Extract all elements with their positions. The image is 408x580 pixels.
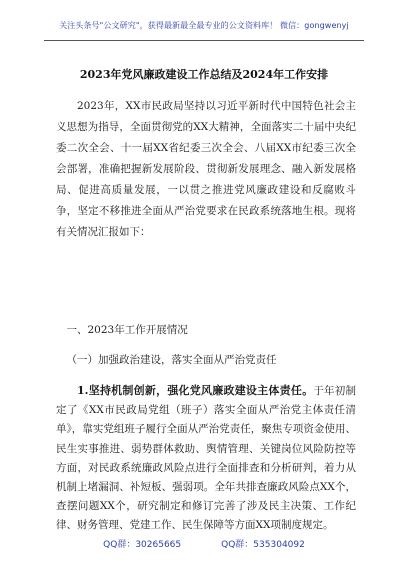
sub-heading: （一）加强政治建设，落实全面从严治党责任	[66, 354, 277, 366]
intro-paragraph: 2023年，XX市民政局坚持以习近平新时代中国特色社会主义思想为指导，全面贯彻党的XX大精神，全面落实二十届中央纪委二次全会、十一届XX省纪委三次全会、八届XX市纪委三次全会部署，准确把握新发展阶段、贯彻新发展理念、融入新发展格局、促进高质量发展，一以贯之推进党风廉政建设和反腐败斗争，坚定不移推进全面从严治党要求在民政系统落地生根。现将有关情况汇报如下：	[56, 100, 356, 238]
footer-contact	[0, 537, 408, 550]
paragraph-body: 于年初制定了《XX市民政局党组（班子）落实全面从严治党主体责任清单》，靠实党组班子履行全面从严治党责任，聚焦专项资金使用、民生实事推进、弱势群体救助、舆情管理、关键岗位风险防控等方面，对民政系统廉政风险点进行全面排查和分析研判，着力从机制上堵漏洞、补短板、强弱项。全年共排查廉政风险点XX个，查摆问题XX个，研究制定和修订完善了涉及民主决策、工作纪律、财务管理、党建工作、民生保障等方面XX项制度规定。	[56, 385, 357, 532]
body-paragraph	[56, 381, 356, 536]
header-banner: 关注头条号"公文研究"，获得最新最全最专业的公文资料库！ 微信：gongwenyj	[59, 21, 349, 30]
paragraph-lead: 1.坚持机制创新，强化党风廉政建设主体责任。	[77, 384, 314, 397]
footer-qq-group-2: QQ群：535304092	[221, 540, 305, 550]
footer-qq-group-1: QQ群：30265665	[103, 540, 182, 550]
document-title: 2023年党风廉政建设工作总结及2024年工作安排	[79, 68, 329, 81]
header-divider	[44, 40, 364, 41]
section-heading: 一、2023年工作开展情况	[66, 324, 188, 336]
